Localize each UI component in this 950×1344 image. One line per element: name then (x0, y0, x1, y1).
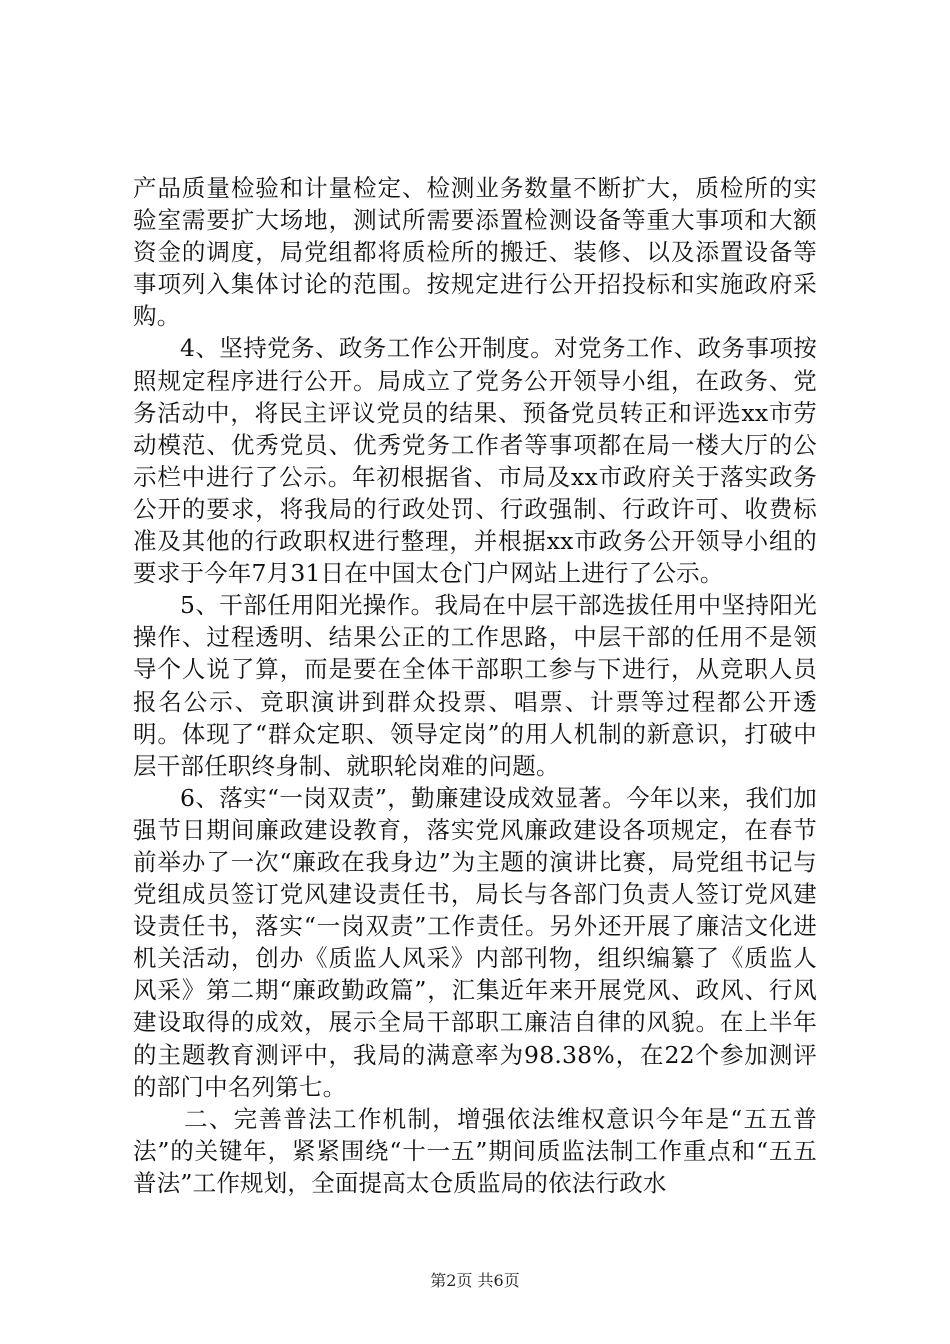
document-body (133, 172, 817, 1199)
paragraph-item-4: 4、坚持党务、政务工作公开制度。对党务工作、政务事项按照规定程序进行公开。局成立了党务公开领导小组，在政务、党务活动中，将民主评议党员的结果、预备党员转正和评选xx市劳动模范、优秀党员、优秀党务工作者等事项都在局一楼大厅的公示栏中进行了公示。年初根据省、市局及xx市政府关于落实政务公开的要求，将我局的行政处罚、行政强制、行政许可、收费标准及其他的行政职权进行整理，并根据xx市政务公开领导小组的要求于今年7月31日在中国太仓门户网站上进行了公示。 (133, 334, 817, 588)
paragraph-continued: 产品质量检验和计量检定、检测业务数量不断扩大，质检所的实验室需要扩大场地，测试所需要添置检测设备等重大事项和大额资金的调度，局党组都将质检所的搬迁、装修、以及添置设备等事项列入集体讨论的范围。按规定进行公开招投标和实施政府采购。 (133, 174, 817, 331)
page-footer: 第2页 共6页 (430, 1271, 520, 1290)
paragraph-item-6: 6、落实“一岗双责”，勤廉建设成效显著。今年以来，我们加强节日期间廉政建设教育，落实党风廉政建设各项规定，在春节前举办了一次“廉政在我身边”为主题的演讲比赛，局党组书记与党组成员签订党风建设责任书，局长与各部门负责人签订党风建设责任书，落实“一岗双责”工作责任。另外还开展了廉洁文化进机关活动，创办《质监人风采》内部刊物，组织编纂了《质监人风采》第二期“廉政勤政篇”，汇集近年来开展党风、政风、行风建设取得的成效，展示全局干部职工廉洁自律的风貌。在上半年的主题教育测评中，我局的满意率为98.38%，在22个参加测评的部门中名列第七。 (133, 783, 817, 1101)
paragraph-section-2: 二、完善普法工作机制，增强依法维权意识今年是“五五普法”的关键年，紧紧围绕“十一五”期间质监法制工作重点和“五五普法”工作规划，全面提高太仓质监局的依法行政水 (133, 1104, 817, 1197)
paragraph-item-5: 5、干部任用阳光操作。我局在中层干部选拔任用中坚持阳光操作、过程透明、结果公正的工作思路，中层干部的任用不是领导个人说了算，而是要在全体干部职工参与下进行，从竞职人员报名公示、竞职演讲到群众投票、唱票、计票等过程都公开透明。体现了“群众定职、领导定岗”的用人机制的新意识，打破中层干部任职终身制、就职轮岗难的问题。 (133, 591, 817, 780)
